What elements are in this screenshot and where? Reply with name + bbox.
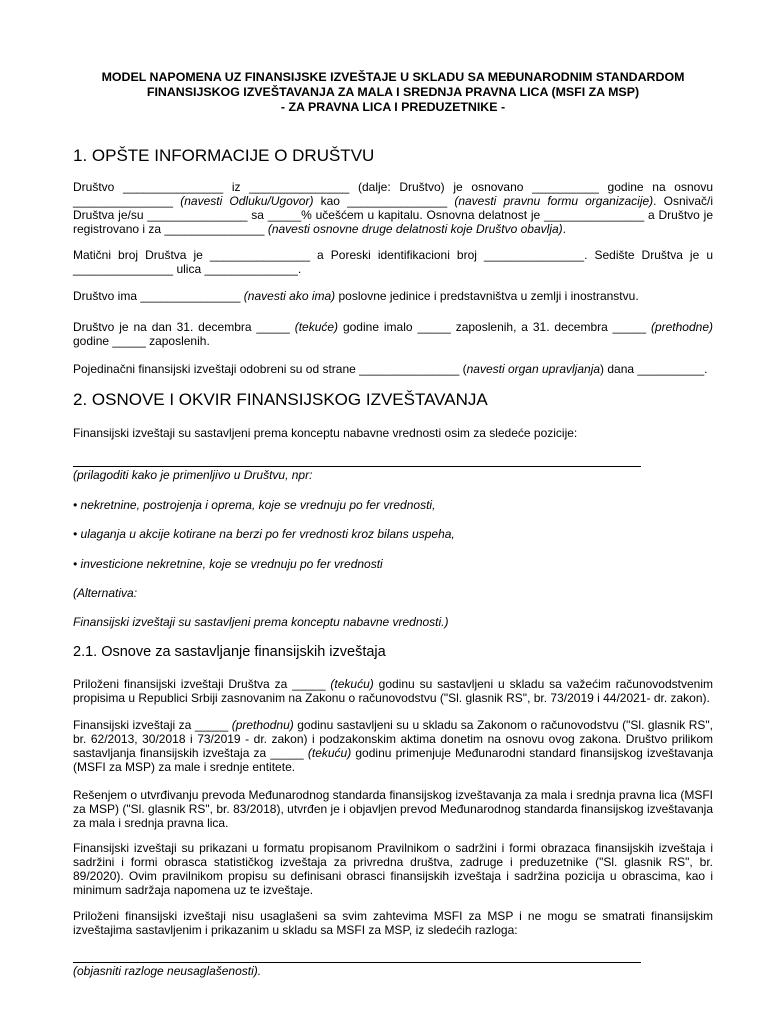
- section-1-heading: 1. OPŠTE INFORMACIJE O DRUŠTVU: [73, 146, 375, 165]
- bullet-item-2: • ulaganja u akcije kotirane na berzi po fer vrednosti kroz bilans uspeha,: [73, 527, 455, 541]
- section-2-note: (prilagoditi kako je primenljivo u Društvu, npr:: [73, 468, 313, 482]
- section-2-intro: Finansijski izveštaji su sastavljeni prema konceptu nabavne vrednosti osim za sledeće pozicije:: [73, 426, 578, 440]
- document-title: [73, 70, 713, 115]
- title-line-2: FINANSIJSKOG IZVEŠTAVANJA ZA MALA I SREDNJA PRAVNA LICA (MSFI ZA MSP): [146, 85, 640, 99]
- section-1-paragraph-3: Društvo ima _______________ (navesti ako ima) poslovne jedinice i predstavništva u zemlji i inostranstvu.: [73, 289, 639, 303]
- section-2-1-paragraph-5: Priloženi finansijski izveštaji nisu usaglašeni sa svim zahtevima MSFI za MSP i ne mogu se smatrati finansijskim izveštajima sastavljenim i prikazanim u skladu sa MSFI za MSP, iz sledećih razloga:: [73, 909, 713, 937]
- section-2-1-note: (objasniti razloge neusaglašenosti).: [73, 964, 262, 978]
- alternative-label: (Alternativa:: [73, 586, 138, 600]
- section-2-heading: 2. OSNOVE I OKVIR FINANSIJSKOG IZVEŠTAVANJA: [73, 390, 488, 409]
- section-1-paragraph-4: Društvo je na dan 31. decembra _____ (tekuće) godine imalo _____ zaposlenih, a 31. decembra _____ (prethodne) godine _____ zaposlenih.: [73, 320, 713, 348]
- section-2-1-paragraph-3: Rešenjem o utvrđivanju prevoda Međunarodnog standarda finansijskog izveštavanja za mala i srednja pravna lica (MSFI za MSP) ("Sl. glasnik RS", br. 83/2018), utvrđen je i objavljen prevod Međunarodnog standarda finansijskog izveštavanja za mala i srednja pravna lica.: [73, 788, 713, 830]
- section-1-paragraph-2: Matični broj Društva je _______________ a Poreski identifikacioni broj _______________. Sedište Društva je u _______________ ulica ______________.: [73, 248, 713, 276]
- section-2-1-heading: 2.1. Osnove za sastavljanje finansijskih izveštaja: [73, 644, 386, 660]
- fill-in-line: [73, 948, 641, 963]
- section-2-1-paragraph-2: Finansijski izveštaji za _____ (prethodnu) godinu sastavljeni su u skladu sa Zakonom o računovodstvu ("Sl. glasnik RS", br. 62/2013, 30/2018 i 73/2019 - dr. zakon) i podzakonskim aktima donetim na osnovu ovog zakona. Društvo prilikom sastavljanja finansijskih izveštaja za _____ (tekuću) godinu primenjuje Međunarodni standard finansijskog izveštavanja (MSFI za MSP) za male i srednje entitete.: [73, 718, 714, 774]
- title-line-1: MODEL NAPOMENA UZ FINANSIJSKE IZVEŠTAJE U SKLADU SA MEĐUNARODNIM STANDARDOM: [101, 70, 685, 84]
- section-2-1-paragraph-4: Finansijski izveštaji su prikazani u formatu propisanom Pravilnikom o sadržini i formi obrazaca finansijskih izveštaja i sadržini i formi obrasca statističkog izveštaja za privredna društva, zadruge i preduzetnike ("Sl. glasnik RS", br. 89/2020). Ovim pravilnikom propisu su definisani obrasci finansijskih izveštaja i sadržina pozicija u obrascima, kao i minimum sadržaja napomena uz te izveštaje.: [73, 841, 713, 897]
- section-1-paragraph-1: Društvo _______________ iz _______________ (dalje: Društvo) je osnovano __________ godine na osnovu _______________ (navesti Odluku/Ugovor) kao _______________ (navesti pravnu formu organizacije). Osnivač/i Društva je/su _______________ sa _____% učešćem u kapitalu. Osnovna delatnost je _______________ a Društvo je registrovano i za _______________ (navesti osnovne druge delatnosti koje Društvo obavlja).: [73, 180, 713, 236]
- title-line-3: - ZA PRAVNA LICA I PREDUZETNIKE -: [280, 100, 506, 114]
- bullet-item-1: • nekretnine, postrojenja i oprema, koje se vrednuju po fer vrednosti,: [73, 498, 436, 512]
- bullet-item-3: • investicione nekretnine, koje se vrednuju po fer vrednosti: [73, 557, 383, 571]
- section-2-1-paragraph-1: Priloženi finansijski izveštaji Društva za _____ (tekuću) godinu su sastavljeni u skladu sa važećim računovodstvenim propisima u Republici Srbiji zasnovanim na Zakonu o računovodstvu ("Sl. glasnik RS", br. 73/2019 i 44/2021- dr. zakon).: [73, 677, 713, 705]
- alternative-text: Finansijski izveštaji su sastavljeni prema konceptu nabavne vrednosti.): [73, 615, 449, 629]
- fill-in-line: [73, 452, 641, 467]
- section-1-paragraph-5: Pojedinačni finansijski izveštaji odobreni su od strane _______________ (navesti organ upravljanja) dana __________.: [73, 362, 708, 376]
